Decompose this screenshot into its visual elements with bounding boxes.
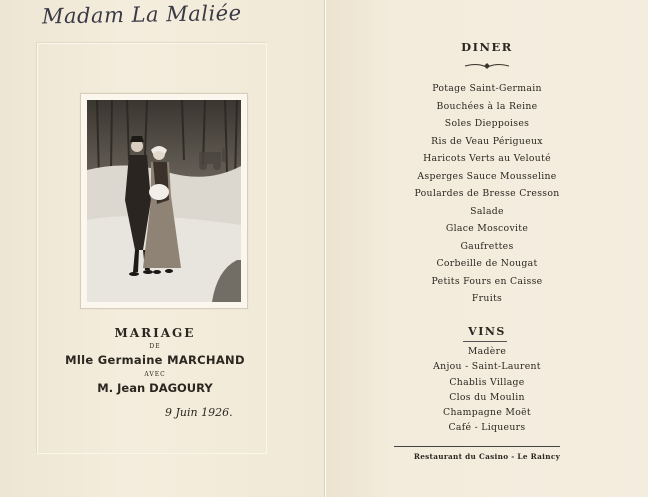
menu-item: Haricots Verts au Velouté [423,153,551,164]
diner-title: DINER [461,40,513,54]
menu-item: Bouchées à la Reine [436,100,538,112]
wine-item: Anjou - Saint-Laurent [433,361,541,373]
menu-item: Salade [470,205,504,217]
wine-item: Chablis Village [449,376,525,388]
illustration-frame [80,93,248,309]
vins-divider [463,341,507,342]
menu-item: Petits Fours en Caisse [431,275,543,287]
wedding-date: 9 Juin 1926. [165,406,233,419]
footer-divider [394,446,560,447]
flourish-ornament-icon [326,55,648,74]
menu-item: Gaufrettes [460,240,514,252]
menu-item: Poulardes de Bresse Cresson [414,188,560,199]
wine-item: Champagne Moët [443,407,531,419]
restaurant-footer: Restaurant du Casino - Le Raincy [413,452,561,461]
menu-item: Glace Moscovite [445,223,529,234]
winter-couple-illustration [87,100,241,302]
wine-item: Café - Liqueurs [448,422,526,434]
menu-item: Potage Saint-Germain [432,83,542,94]
bride-name: Mlle Germaine MARCHAND [65,353,245,367]
menu-item: Ris de Veau Périgueux [431,135,543,147]
vins-list [326,344,648,436]
menu-item: Asperges Sauce Mousseline [417,170,557,182]
wine-item: Clos du Moulin [449,391,525,403]
de-label: DE [149,343,161,350]
wine-item: Madère [467,346,507,357]
menu-item: Soles Dieppoises [444,118,530,129]
avec-label: AVEC [144,371,166,378]
menu-item: Fruits [471,293,503,304]
handwritten-note: Madam La Maliée [41,0,242,29]
menu-item: Corbeille de Nougat [436,258,538,269]
groom-name: M. Jean DAGOURY [97,381,213,395]
vins-title: VINS [468,325,506,338]
menu-list [326,80,648,308]
mariage-title: MARIAGE [114,326,196,340]
